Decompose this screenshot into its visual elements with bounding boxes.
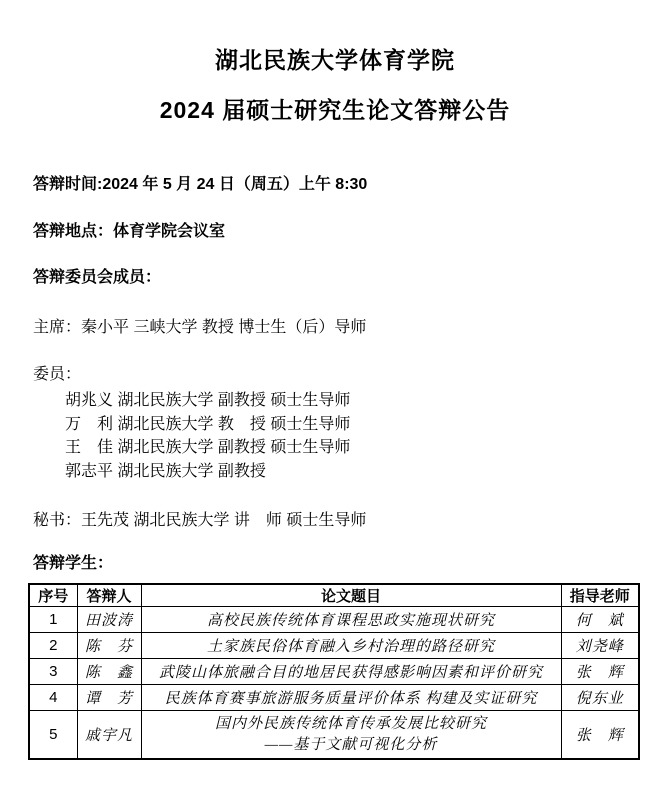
cell-thesis-title: 土家族民俗体育融入乡村治理的路径研究 [141,633,561,659]
students-table [28,583,640,760]
table-header-row [29,584,639,607]
defense-time-line: 答辩时间:2024 年 5 月 24 日（周五）上午 8:30 [33,176,368,193]
cell-student: 谭 芳 [77,685,141,711]
header-thesis-title: 论文题目 [141,584,561,607]
header-advisor: 指导老师 [561,584,639,607]
table-row [29,711,639,760]
cell-advisor: 何 斌 [561,607,639,633]
cell-thesis-title: 民族体育赛事旅游服务质量评价体系 构建及实证研究 [141,685,561,711]
cell-student: 陈 芬 [77,633,141,659]
committee-members-list [33,389,637,483]
cell-advisor: 刘尧峰 [561,633,639,659]
committee-secretary-line: 秘书：王先茂 湖北民族大学 讲 师 硕士生导师 [33,512,367,529]
table-row [29,659,639,685]
table-row [29,607,639,633]
committee-member: 胡兆义 湖北民族大学 副教授 硕士生导师 [65,392,351,409]
thesis-title-line1: 国内外民族传统体育传承发展比较研究 [214,715,487,732]
committee-member: 郭志平 湖北民族大学 副教授 [65,462,266,480]
committee-heading: 答辩委员会成员： [33,269,162,286]
cell-thesis-title [141,711,561,760]
header-no: 序号 [29,584,77,607]
cell-student: 田波涛 [77,607,141,633]
table-row [29,633,639,659]
cell-no: 1 [29,607,77,633]
cell-no: 4 [29,685,77,711]
committee-member: 万 利 湖北民族大学 教 授 硕士生导师 [65,415,351,433]
committee-chairman-line: 主席：秦小平 三峡大学 教授 博士生（后）导师 [33,319,367,336]
cell-student: 陈 鑫 [77,659,141,685]
table-row [29,685,639,711]
cell-advisor: 张 辉 [561,711,639,760]
cell-no: 5 [29,711,77,760]
defense-location-line: 答辩地点：体育学院会议室 [33,223,226,240]
cell-no: 2 [29,633,77,659]
cell-student: 戚宇凡 [77,711,141,760]
committee-member: 王 佳 湖北民族大学 副教授 硕士生导师 [65,439,351,456]
cell-advisor: 倪东业 [561,685,639,711]
cell-advisor: 张 辉 [561,659,639,685]
cell-thesis-title: 高校民族传统体育课程思政实施现状研究 [141,607,561,633]
committee-members-label: 委员： [33,366,82,383]
page-title-line1: 湖北民族大学体育学院 [215,47,455,73]
cell-thesis-title: 武陵山体旅融合目的地居民获得感影响因素和评价研究 [141,659,561,685]
students-heading: 答辩学生： [33,555,114,572]
cell-no: 3 [29,659,77,685]
header-student: 答辩人 [77,584,141,607]
thesis-title-line2: ——基于文献可视化分析 [264,736,438,753]
page-title-line2: 2024 届硕士研究生论文答辩公告 [159,97,511,123]
